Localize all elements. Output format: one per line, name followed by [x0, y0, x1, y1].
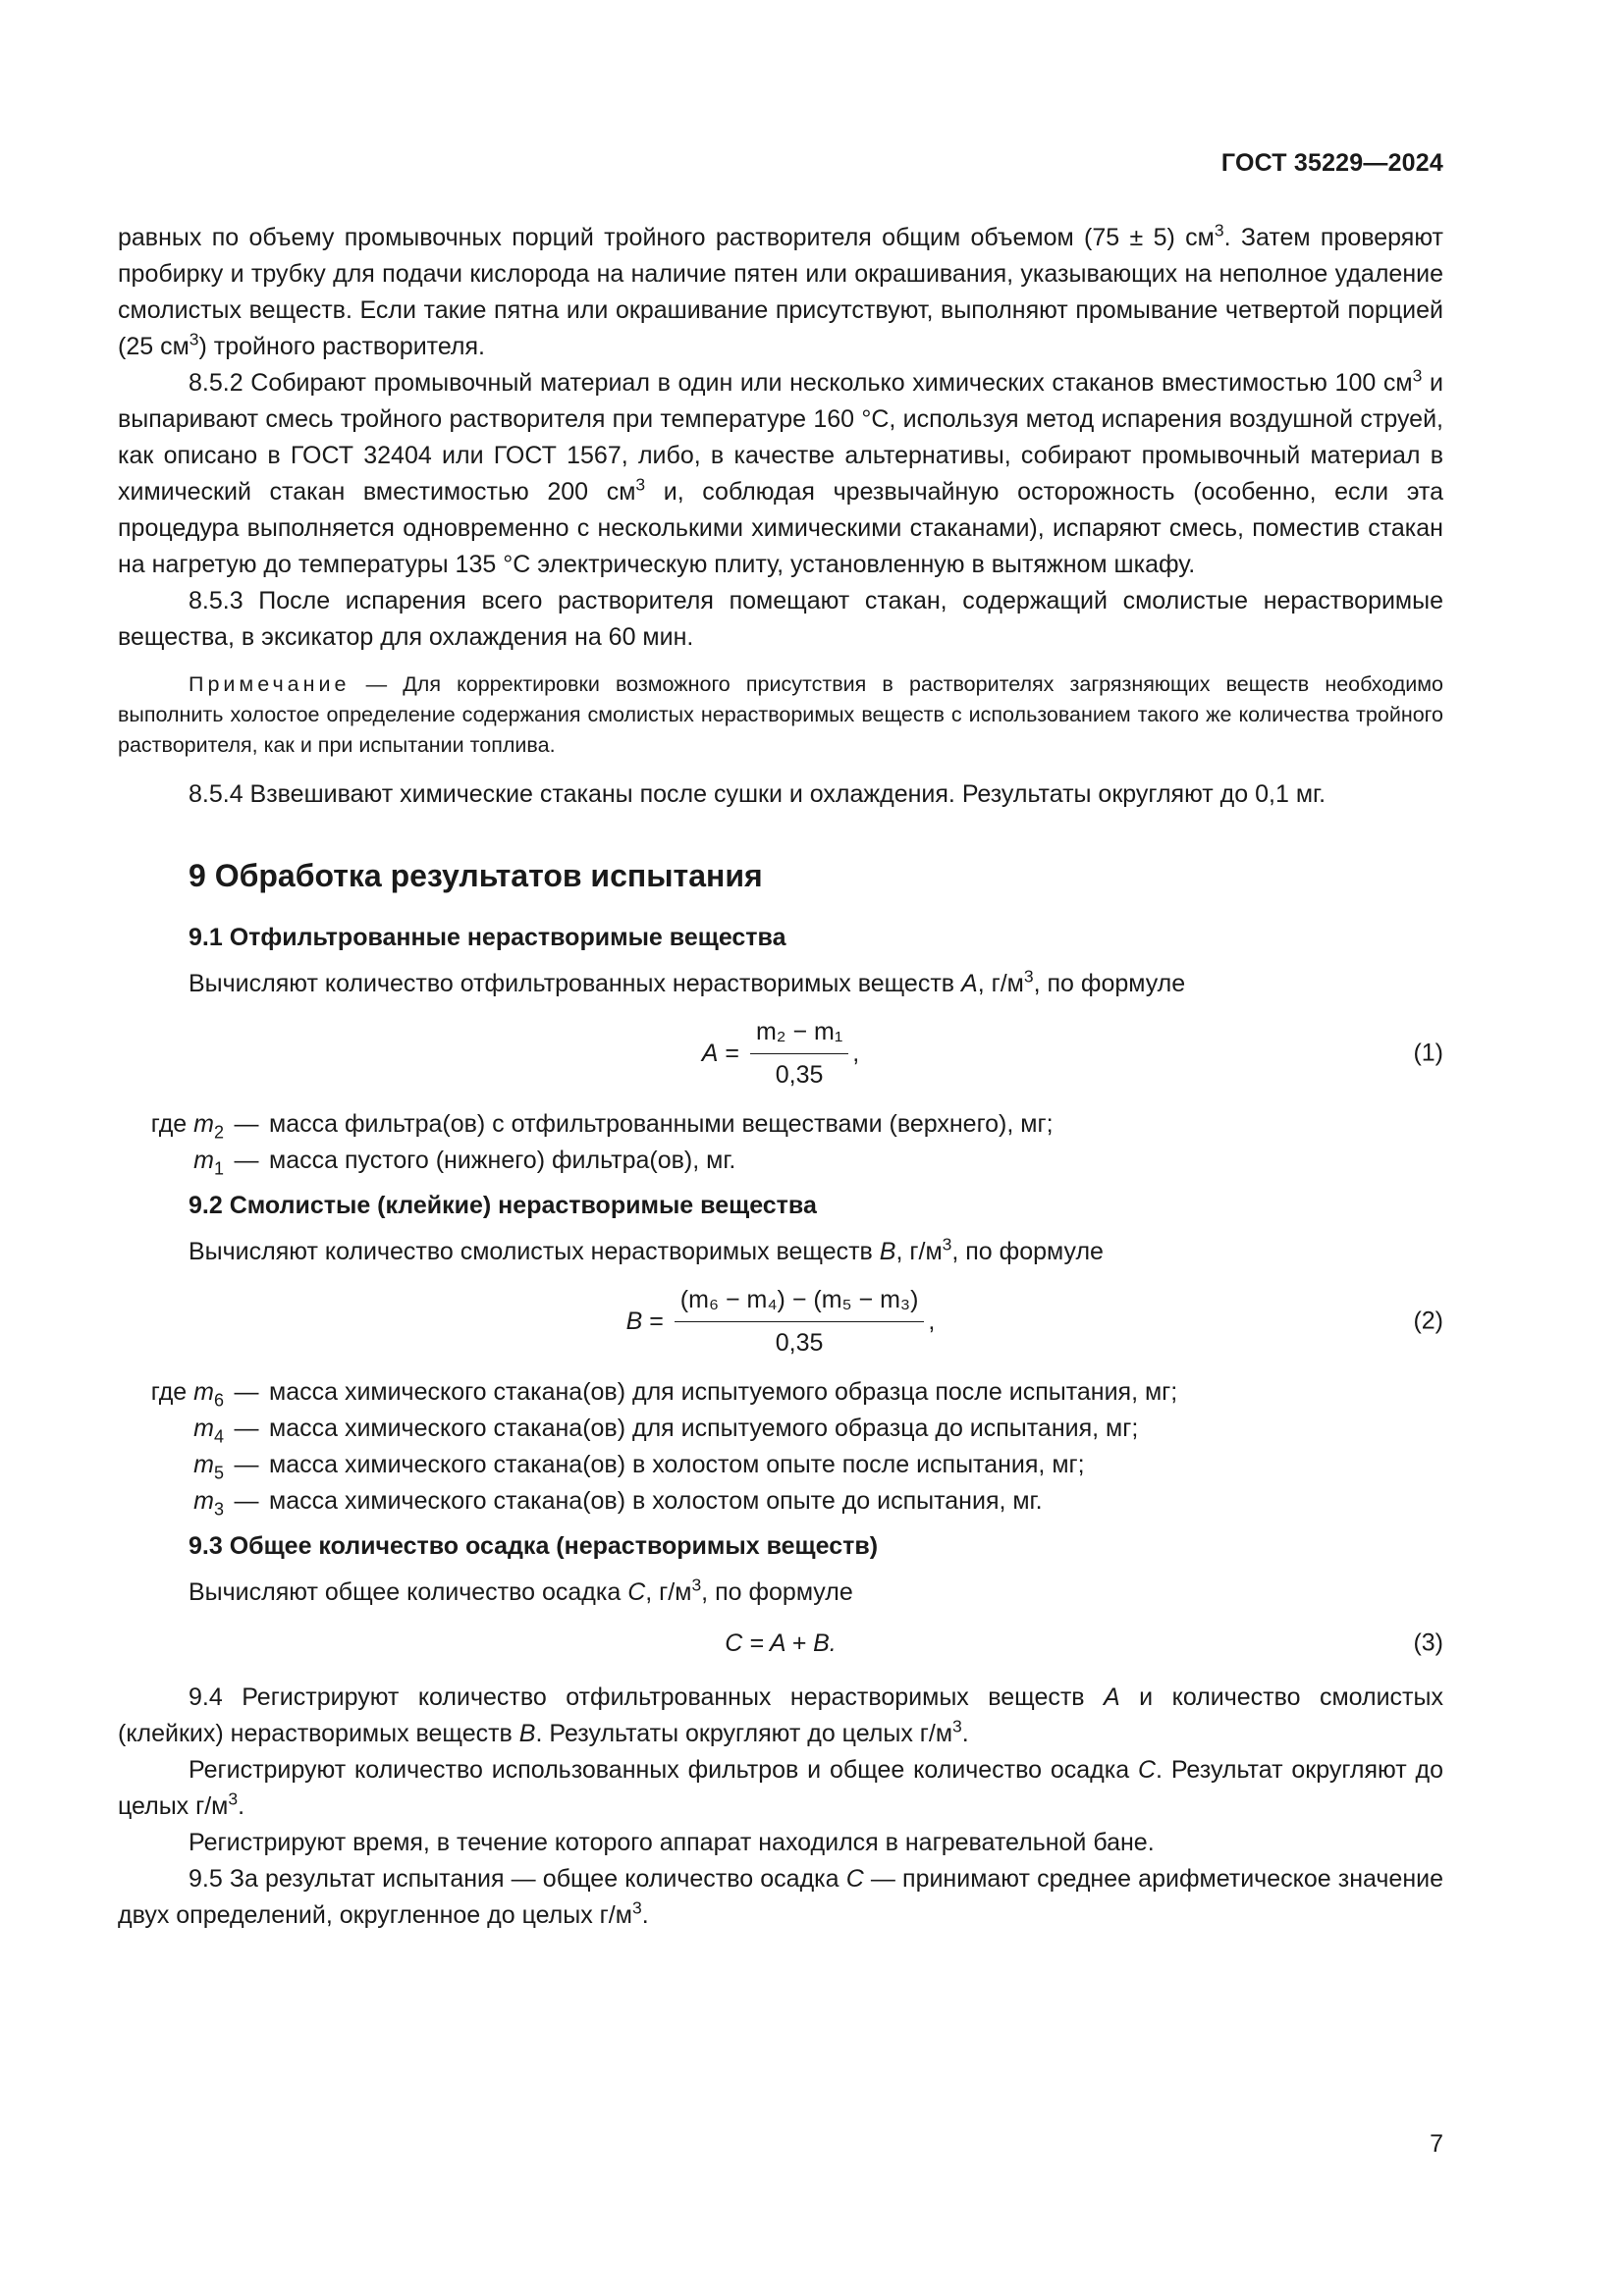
paragraph-9-4-time: Регистрируют время, в течение которого аппарат находился в нагревательной бане.: [189, 1829, 1155, 1856]
formula-2: B = $\frac{\text{(m₆ − m₄) − (m₅ − m₃)}}{0,35}$ , (2): [118, 1278, 1443, 1364]
section-heading-9-1: 9.1 Отфильтрованные нерастворимые вещества: [189, 924, 786, 951]
page-number: 7: [1430, 2130, 1443, 2158]
document-header: ГОСТ 35229—2024: [1220, 149, 1443, 177]
fraction-numerator: m₂ − m₁: [750, 1014, 848, 1054]
section-heading-9-2: 9.2 Смолистые (клейкие) нерастворимые вещества: [189, 1192, 817, 1219]
paragraph-8-5-4: 8.5.4 Взвешивают химические стаканы после сушки и охлаждения. Результаты округляют до 0,1 мг.: [189, 780, 1326, 808]
fraction-denominator: 0,35: [775, 1328, 824, 1357]
document-body: [118, 220, 1443, 1934]
section-heading-9-3: 9.3 Общее количество осадка (нерастворимых веществ): [189, 1532, 879, 1560]
where-row: где $m_2$ — масса фильтра(ов) с отфильтрованными веществами (верхнего), мг;: [150, 1110, 1054, 1143]
section-heading-9: 9 Обработка результатов испытания: [189, 858, 763, 893]
where-row: $m_4$ — масса химического стакана(ов) для испытуемого образца до испытания, мг;: [193, 1415, 1139, 1447]
calc-sentence-c: Вычисляют общее количество осадка C, $г/м^3$, по формуле: [189, 1575, 853, 1606]
formula-3: C = A + B. (3): [118, 1621, 1443, 1666]
formula-number: (3): [1413, 1629, 1443, 1657]
paragraph-continued: равных по объему промывочных порций тройного растворителя общим объемом (75 ± 5) $см^3$. Затем проверяют пробирку и трубку для подачи кислорода на наличие пятен или окрашивания, указывающих на неполное удаление смолистых веществ. Если такие пятна или окрашивание присутствуют, выполняют промывание четвертой порцией (25 $см^3$) тройного растворителя.: [118, 220, 1443, 360]
fraction: [750, 1014, 848, 1094]
formula-number: (1): [1413, 1039, 1443, 1067]
where-list-2: [118, 1374, 1443, 1520]
note-label: Примечание: [189, 672, 351, 696]
where-row: где $m_6$ — масса химического стакана(ов) для испытуемого образца после испытания, мг;: [150, 1378, 1178, 1411]
note: Примечание — Для корректировки возможного присутствия в растворителях загрязняющих веществ необходимо выполнить холостое определение содержания смолистых нерастворимых веществ с использованием такого же количества тройного растворителя, как и при испытании топлива.: [118, 672, 1443, 757]
calc-sentence-b: Вычисляют количество смолистых нерастворимых веществ B, $г/м^3$, по формуле: [189, 1234, 1104, 1265]
where-row: $m_3$ — масса химического стакана(ов) в холостом опыте до испытания, мг.: [193, 1487, 1043, 1520]
paragraph-9-4-filters: Регистрируют количество использованных фильтров и общее количество осадка C. Результат округляют до целых $г/м^3$.: [118, 1756, 1443, 1820]
fraction-numerator: (m₆ − m₄) − (m₅ − m₃): [675, 1282, 925, 1322]
paragraph-9-5: 9.5 За результат испытания — общее количество осадка C — принимают среднее арифметическое значение двух определений, округленное до целых $г/м^3$.: [118, 1865, 1443, 1929]
fraction: [675, 1282, 925, 1362]
fraction-denominator: 0,35: [775, 1060, 824, 1089]
where-list-1: [118, 1106, 1443, 1179]
formula-1: A = $\frac{\text{m₂ − m₁}}{0,35}$ , (1): [118, 1010, 1443, 1096]
paragraph-9-4: 9.4 Регистрируют количество отфильтрованных нерастворимых веществ A и количество смолистых (клейких) нерастворимых веществ B. Результаты округляют до целых $г/м^3$.: [118, 1683, 1443, 1747]
where-row: $m_5$ — масса химического стакана(ов) в холостом опыте после испытания, мг;: [193, 1451, 1085, 1483]
formula-number: (2): [1413, 1307, 1443, 1335]
calc-sentence-a: Вычисляют количество отфильтрованных нерастворимых веществ A, $г/м^3$, по формуле: [189, 966, 1186, 997]
paragraph-8-5-2: 8.5.2 Собирают промывочный материал в один или несколько химических стаканов вместимостью 100 $см^3$ и выпаривают смесь тройного растворителя при температуре 160 °С, используя метод испарения воздушной струей, как описано в ГОСТ 32404 или ГОСТ 1567, либо, в качестве альтернативы, собирают промывочный материал в химический стакан вместимостью 200 $см^3$ и, соблюдая чрезвычайную осторожность (особенно, если эта процедура выполняется одновременно с несколькими химическими стаканами), испаряют смесь, поместив стакан на нагретую до температуры 135 °С электрическую плиту, установленную в вытяжном шкафу.: [118, 365, 1443, 578]
where-row: $m_1$ — масса пустого (нижнего) фильтра(ов), мг.: [193, 1147, 736, 1179]
paragraph-8-5-3: 8.5.3 После испарения всего растворителя помещают стакан, содержащий смолистые нерастворимые вещества, в эксикатор для охлаждения на 60 мин.: [118, 587, 1443, 651]
